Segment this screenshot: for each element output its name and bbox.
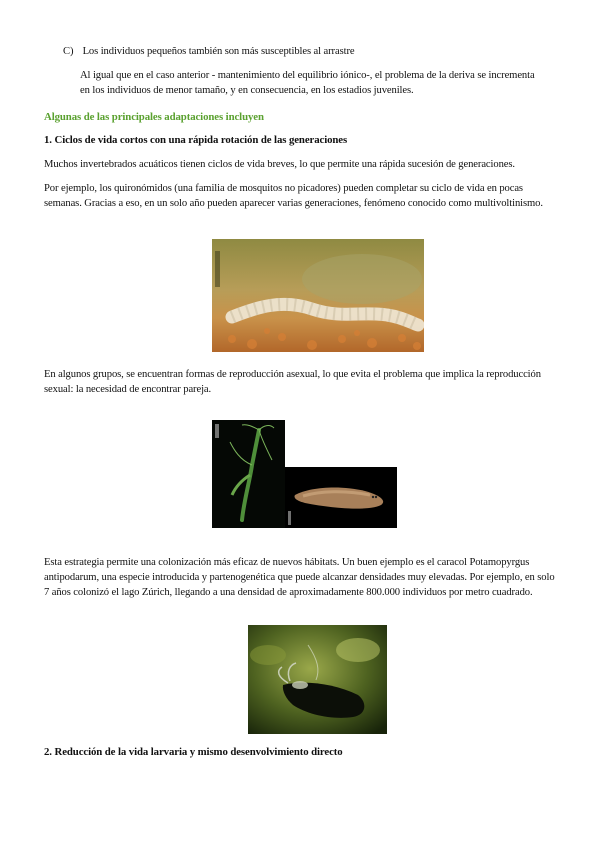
subheading-1: 1. Ciclos de vida cortos con una rápida rotación de las generaciones	[44, 134, 348, 146]
paragraph-4: Esta estrategia permite una colonización más eficaz de nuevos hábitats. Un buen ejemplo es el caracol Potamopyrgus antipodarum, una especie introducida y partenogenética que puede alcanzar densidades muy elevadas. Por ejemplo, en solo 7 años colonizó el lago Zúrich, llegando a una densidad de aproximadamente 800.000 individuos por metro cuadrado.	[44, 557, 555, 598]
list-item-c	[63, 44, 355, 59]
section-heading: Algunas de las principales adaptaciones incluyen	[44, 111, 264, 123]
subheading-2: 2. Reducción de la vida larvaria y mismo desenvolvimiento directo	[44, 746, 343, 758]
planarian-photo	[285, 467, 397, 528]
list-item-text: Los individuos pequeños también son más susceptibles al arrastre	[82, 46, 355, 57]
paragraph-3: En algunos grupos, se encuentran formas de reproducción asexual, lo que evita el problema que implica la reproducción sexual: la necesidad de encontrar pareja.	[44, 369, 541, 395]
paragraph-1: Muchos invertebrados acuáticos tienen ciclos de vida breves, lo que permite una rápida sucesión de generaciones.	[44, 159, 515, 170]
list-label: C)	[63, 46, 74, 57]
hydra-photo	[212, 420, 285, 528]
paragraph-2: Por ejemplo, los quironómidos (una familia de mosquitos no picadores) pueden completar su ciclo de vida en pocas semanas. Gracias a eso, en un solo año pueden aparecer varias generaciones, fenómeno conocido como multivoltinismo.	[44, 183, 543, 209]
list-item-c-detail: Al igual que en el caso anterior - mantenimiento del equilibrio iónico-, el problema de la deriva se incrementa en los individuos de menor tamaño, y en consecuencia, en los estadios juveniles.	[80, 70, 535, 96]
chironomid-larva-photo	[212, 239, 424, 352]
snail-photo	[248, 625, 387, 734]
